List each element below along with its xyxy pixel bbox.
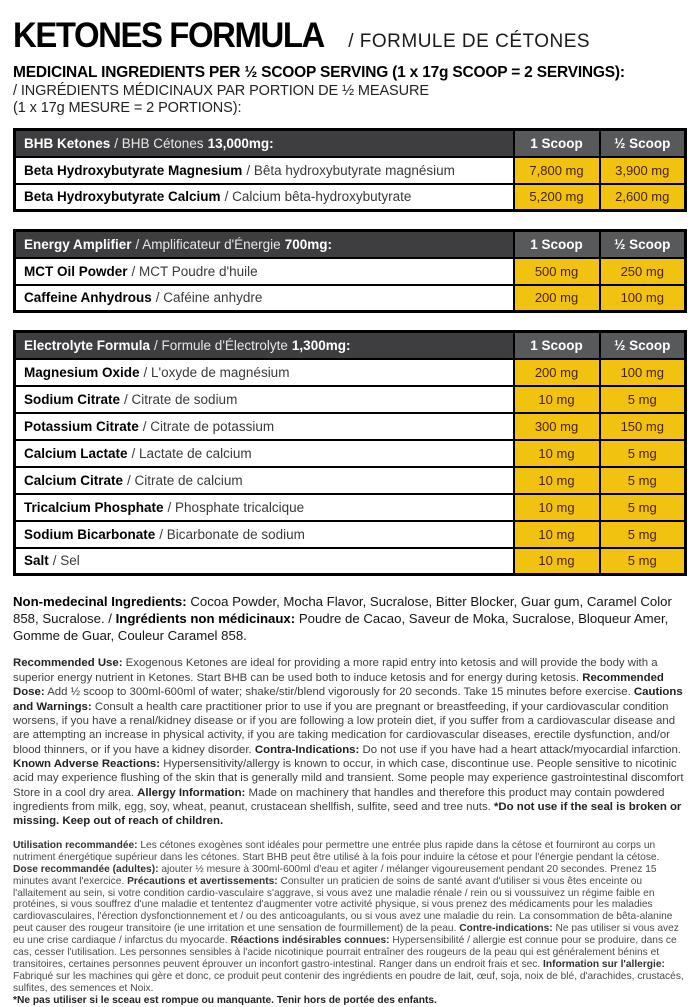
section-name-fr: / Formule d'Électrolyte [154,337,288,353]
table-row [15,440,686,467]
ingredient-name-fr: / Citrate de calcium [127,472,243,488]
ingredient-name-fr: / Sel [52,553,80,569]
section-amount: 13,000mg: [207,135,274,151]
section-title [15,332,514,359]
table-header-row [15,130,686,157]
table-row [15,258,686,285]
ingredient-name-en: Tricalcium Phosphate [24,499,164,515]
section-name-fr: / BHB Cétones [114,135,204,151]
ingredient-name-fr: / L'oxyde de magnésium [143,364,290,380]
ingredient-name-en: MCT Oil Powder [24,263,128,279]
value-1-scoop: 7,800 mg [514,157,600,184]
bhb-ketones-table [13,128,687,212]
value-1-scoop: 500 mg [514,258,600,285]
value-half-scoop: 3,900 mg [600,157,686,184]
ingredient-name-en: Potassium Citrate [24,418,139,434]
value-1-scoop: 10 mg [514,494,600,521]
ingredient-name-en: Calcium Lactate [24,445,128,461]
value-1-scoop: 200 mg [514,285,600,312]
value-1-scoop: 10 mg [514,440,600,467]
energy-amplifier-table [13,229,687,313]
section-amount: 1,300mg: [291,337,351,353]
ingredient-name-fr: / Citrate de potassium [142,418,275,434]
ingredient-name-en: Beta Hydroxybutyrate Calcium [24,189,221,205]
table-row [15,359,686,386]
ingredient-name-fr: / Citrate de sodium [124,391,238,407]
value-half-scoop: 100 mg [600,359,686,386]
value-1-scoop: 10 mg [514,386,600,413]
column-header-half-scoop: ½ Scoop [600,231,686,258]
column-header-1-scoop: 1 Scoop [514,332,600,359]
table-row [15,413,686,440]
section-amount: 700mg: [284,236,332,252]
ingredient-name-fr: / Bicarbonate de sodium [159,526,305,542]
french-directions: Utilisation recommandée: Les cétones exogènes sont idéales pour permettre une entrée plus rapide dans la cétose et fourniront au corps un nutriment énergétique supérieur dans les cétones. Start BHB peut être utilisé à la fois pour induire la cétose et pour l'énergie pendant la cétose. Dose recommandée (adultes): ajouter ½ mesure à 300ml-600ml d'eau et agiter / mélanger vigoureusement pendant 20 secondes. Prenez 15 minutes avant l'exercice. Précautions et avertissements: Consulter un praticien de soins de santé avant d'utiliser si vous êtes enceinte ou l'allaitement au sein, si votre condition cardio-vasculaire s'aggrave, si vous avez une maladie rénale / rein ou si voussuivez un régime faible en protéines, si vous souffrez d'une maladie et tententez d'augmenter votre activité physique, si vous prenez des médicaments pour les maladies cardiovasculaires, l'érection dysfonctionnement et / ou des anticoagulants, ou si vous avez une maladie du rein. La consommation de bêta-alanine peut causer des rougeur transitoire (ie une irritation et une sensation de fourmillement) de la peau. Contre-indications: Ne pas utiliser si vous avez eu une crise cardiaque / infarctus du myocarde. Réactions indésirables connues: Hypersensibilité / allergie est connue pour se produire, dans ce cas, cesser l'utilisation. Les personnes sensibles à l'acide nicotinique pourrait entraîner des rougeurs de la peau qui est généralement bénins et transitoires, certaines personnes peuvent éprouver un inconfort gastro-intestinal. Ranger dans un endroit frais et sec. Information sur l'allergie: Fabriqué sur les machines qui gère et donc, ce produit peut contenir des ingrédients en poudre de lait, œuf, soja, noix de blé, d'arachides, crustacés, sulfites, des semences et Noix. [13,839,684,995]
value-half-scoop: 250 mg [600,258,686,285]
ingredient-name-en: Sodium Citrate [24,391,121,407]
table-row [15,285,686,312]
table-row [15,157,686,184]
medicinal-ingredients-heading: MEDICINAL INGREDIENTS PER ½ SCOOP SERVING (1 x 17g SCOOP = 2 SERVINGS): [13,64,625,81]
value-half-scoop: 5 mg [600,467,686,494]
ingredient-name-fr: / Caféine anhydre [155,290,263,306]
page-title [13,16,687,56]
ingredient-name-en: Beta Hydroxybutyrate Magnesium [24,162,243,178]
ingredient-name-fr: / MCT Poudre d'huile [131,263,258,279]
column-header-half-scoop: ½ Scoop [600,130,686,157]
ingredient-name-fr: / Lactate de calcium [131,445,252,461]
english-directions: Recommended Use: Exogenous Ketones are ideal for providing a more rapid entry into ketosis and will provide the body with a superior energy nutrient in Ketones. Start BHB can be used both to induce ketosis and for energy during ketosis. Recommended Dose: Add ½ scoop to 300ml-600ml of water; shake/stir/blend vigorously for 20 seconds. Take 15 minutes before exercise. Cautions and Warnings: Consult a health care practitioner prior to use if you are pregnant or breastfeeding, if your cardiovascular condition worsens, if you have a renal/kidney disease or if you are following a low protein diet, if you suffer from a cardiovascular disease and are attempting an increase in physical activity, if you are taking medication for cardiovascular diseases, erectile dysfunction, and/or blood thinners, or if you have a kidney disorder. Contra-Indications: Do not use if you have had a heart attack/myocardial infarction. Known Adverse Reactions: Hypersensitivity/allergy is known to occur, in which case, discontinue use. People sensitive to nicotinic acid may experience flushing of the skin that is generally mild and transient. Some people may experience gastrointestinal discomfort Store in a cool dry area. Allergy Information: Made on machinery that handles and therefore this product may contain powdered ingredients from milk, egg, soy, wheat, peanut, crustacean shellfish, sulfite, seed and tree nuts. *Do not use if the seal is broken or missing. Keep out of reach of children. [13,657,684,828]
ingredient-name-en: Calcium Citrate [24,472,124,488]
value-half-scoop: 5 mg [600,521,686,548]
section-title [15,231,514,258]
table-header-row [15,231,686,258]
section-title [15,130,514,157]
value-1-scoop: 10 mg [514,467,600,494]
ingredient-name-en: Sodium Bicarbonate [24,526,156,542]
non-medicinal-ingredients: Non-medecinal Ingredients: Cocoa Powder, Mocha Flavor, Sucralose, Bitter Blocker, Guar gum, Caramel Color 858, Sucralose. / Ingrédients non médicinaux: Poudre de Cacao, Saveur de Moka, Sucralose, Bloqueur Amer, Gomme de Guar, Couleur Caramel 858. [13,594,672,644]
table-row [15,494,686,521]
table-header-row [15,332,686,359]
value-half-scoop: 5 mg [600,440,686,467]
value-1-scoop: 10 mg [514,548,600,575]
table-row [15,467,686,494]
table-row [15,548,686,575]
table-row [15,521,686,548]
ingredient-name-en: Salt [24,553,49,569]
ingredient-name-fr: / Calcium bêta-hydroxybutyrate [224,189,412,205]
value-1-scoop: 5,200 mg [514,184,600,211]
french-seal-warning: *Ne pas utiliser si le sceau est rompue ou manquante. Tenir hors de portée des enfants. [13,994,437,1006]
value-half-scoop: 5 mg [600,548,686,575]
ingredient-name-fr: / Bêta hydroxybutyrate magnésium [246,162,455,178]
value-1-scoop: 10 mg [514,521,600,548]
section-name-en: Electrolyte Formula [24,337,151,353]
value-half-scoop: 5 mg [600,494,686,521]
medicinal-ingredients-heading-fr-line2: (1 x 17g MESURE = 2 PORTIONS): [13,100,242,116]
value-1-scoop: 300 mg [514,413,600,440]
column-header-half-scoop: ½ Scoop [600,332,686,359]
column-header-1-scoop: 1 Scoop [514,231,600,258]
value-half-scoop: 5 mg [600,386,686,413]
value-1-scoop: 200 mg [514,359,600,386]
value-half-scoop: 100 mg [600,285,686,312]
table-row [15,184,686,211]
electrolyte-formula-table [13,330,687,576]
title-english: KETONES FORMULA [13,16,324,55]
value-half-scoop: 2,600 mg [600,184,686,211]
table-row [15,386,686,413]
ingredient-name-en: Caffeine Anhydrous [24,290,152,306]
section-name-fr: / Amplificateur d'Énergie [135,236,281,252]
section-name-en: BHB Ketones [24,135,111,151]
title-french: / FORMULE DE CÉTONES [348,31,591,52]
column-header-1-scoop: 1 Scoop [514,130,600,157]
ingredient-name-en: Magnesium Oxide [24,364,140,380]
section-name-en: Energy Amplifier [24,236,132,252]
value-half-scoop: 150 mg [600,413,686,440]
ingredient-name-fr: / Phosphate tricalcique [167,499,305,515]
medicinal-ingredients-heading-fr-line1: / INGRÉDIENTS MÉDICINAUX PAR PORTION DE ½ MEASURE [13,83,429,99]
label-header [13,16,687,116]
